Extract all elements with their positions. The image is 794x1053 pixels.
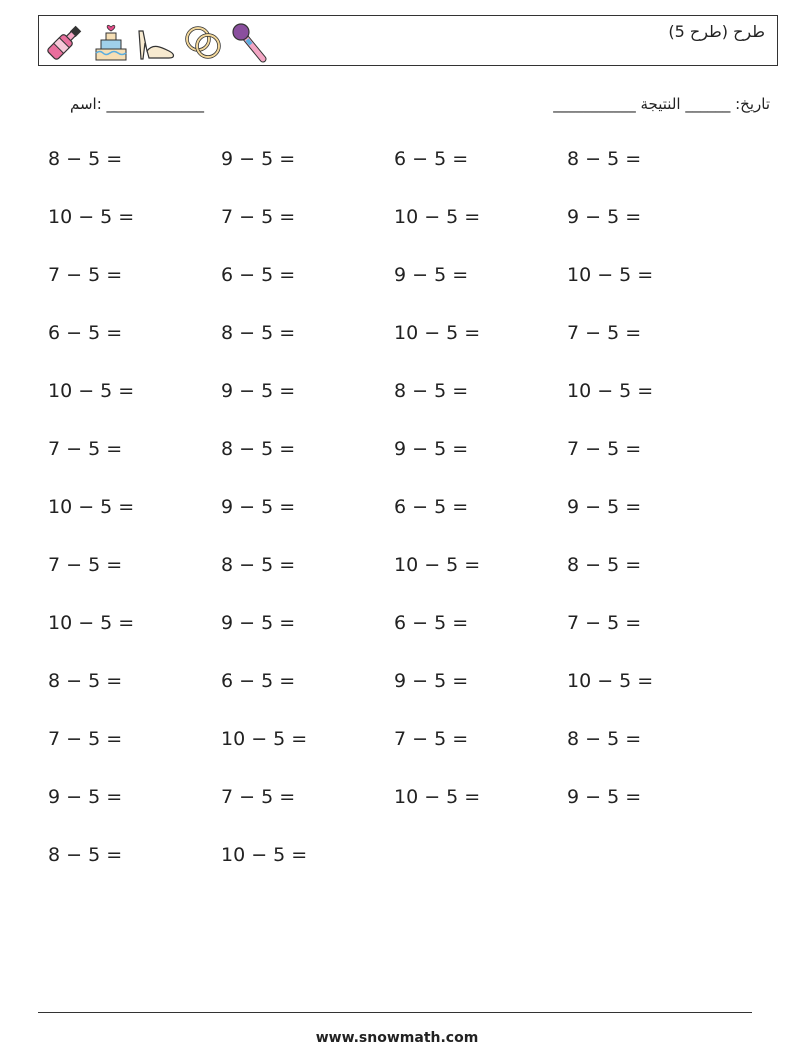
- problem-item: 8 − 5 =: [394, 380, 469, 402]
- problem-item: 10 − 5 =: [221, 728, 308, 750]
- problem-item: 8 − 5 =: [567, 554, 642, 576]
- problem-item: 7 − 5 =: [48, 438, 123, 460]
- problem-item: 9 − 5 =: [221, 380, 296, 402]
- problem-item: 10 − 5 =: [567, 264, 654, 286]
- problem-item: 10 − 5 =: [394, 206, 481, 228]
- problem-item: 10 − 5 =: [394, 554, 481, 576]
- problem-item: 9 − 5 =: [221, 496, 296, 518]
- problem-item: 8 − 5 =: [48, 670, 123, 692]
- header-icons: [43, 21, 271, 63]
- problem-item: 9 − 5 =: [567, 206, 642, 228]
- problem-item: 6 − 5 =: [221, 670, 296, 692]
- problem-item: 10 − 5 =: [48, 380, 135, 402]
- problem-item: 10 − 5 =: [48, 612, 135, 634]
- problem-item: 8 − 5 =: [221, 322, 296, 344]
- problem-item: 6 − 5 =: [221, 264, 296, 286]
- name-field: اسم: _____________: [70, 95, 205, 113]
- problem-item: 8 − 5 =: [48, 148, 123, 170]
- wedding-cake-icon: [89, 21, 133, 63]
- problem-item: 8 − 5 =: [567, 728, 642, 750]
- problem-item: 9 − 5 =: [567, 786, 642, 808]
- problem-item: 8 − 5 =: [221, 554, 296, 576]
- problem-item: 6 − 5 =: [48, 322, 123, 344]
- worksheet-title: طرح (طرح 5): [668, 22, 765, 41]
- problem-item: 9 − 5 =: [48, 786, 123, 808]
- problem-item: 9 − 5 =: [394, 438, 469, 460]
- problem-item: 10 − 5 =: [394, 786, 481, 808]
- microphone-icon: [227, 21, 271, 63]
- problem-item: 7 − 5 =: [567, 612, 642, 634]
- footer-url: www.snowmath.com: [315, 1030, 479, 1046]
- champagne-bottle-icon: [43, 21, 87, 63]
- problem-item: 6 − 5 =: [394, 612, 469, 634]
- problem-item: 10 − 5 =: [394, 322, 481, 344]
- problem-item: 7 − 5 =: [221, 786, 296, 808]
- problem-item: 7 − 5 =: [48, 728, 123, 750]
- high-heel-shoe-icon: [135, 21, 179, 63]
- footer-divider: [38, 1012, 752, 1013]
- problem-item: 7 − 5 =: [394, 728, 469, 750]
- problem-item: 8 − 5 =: [567, 148, 642, 170]
- problem-item: 7 − 5 =: [48, 554, 123, 576]
- wedding-rings-icon: [181, 21, 225, 63]
- problem-item: 10 − 5 =: [567, 670, 654, 692]
- problem-item: 9 − 5 =: [394, 264, 469, 286]
- problem-item: 6 − 5 =: [394, 148, 469, 170]
- problem-item: 7 − 5 =: [221, 206, 296, 228]
- problem-item: 7 − 5 =: [48, 264, 123, 286]
- problem-item: 8 − 5 =: [48, 844, 123, 866]
- problem-item: 9 − 5 =: [221, 148, 296, 170]
- problem-item: 6 − 5 =: [394, 496, 469, 518]
- problem-item: 8 − 5 =: [221, 438, 296, 460]
- date-score-field: تاريخ: ______ النتيجة ___________: [553, 95, 770, 113]
- problem-item: 10 − 5 =: [48, 496, 135, 518]
- problem-item: 9 − 5 =: [394, 670, 469, 692]
- problem-item: 7 − 5 =: [567, 438, 642, 460]
- problem-item: 10 − 5 =: [48, 206, 135, 228]
- problem-item: 9 − 5 =: [221, 612, 296, 634]
- problem-item: 9 − 5 =: [567, 496, 642, 518]
- problem-item: 7 − 5 =: [567, 322, 642, 344]
- worksheet-header: [38, 15, 778, 66]
- problem-item: 10 − 5 =: [567, 380, 654, 402]
- problem-item: 10 − 5 =: [221, 844, 308, 866]
